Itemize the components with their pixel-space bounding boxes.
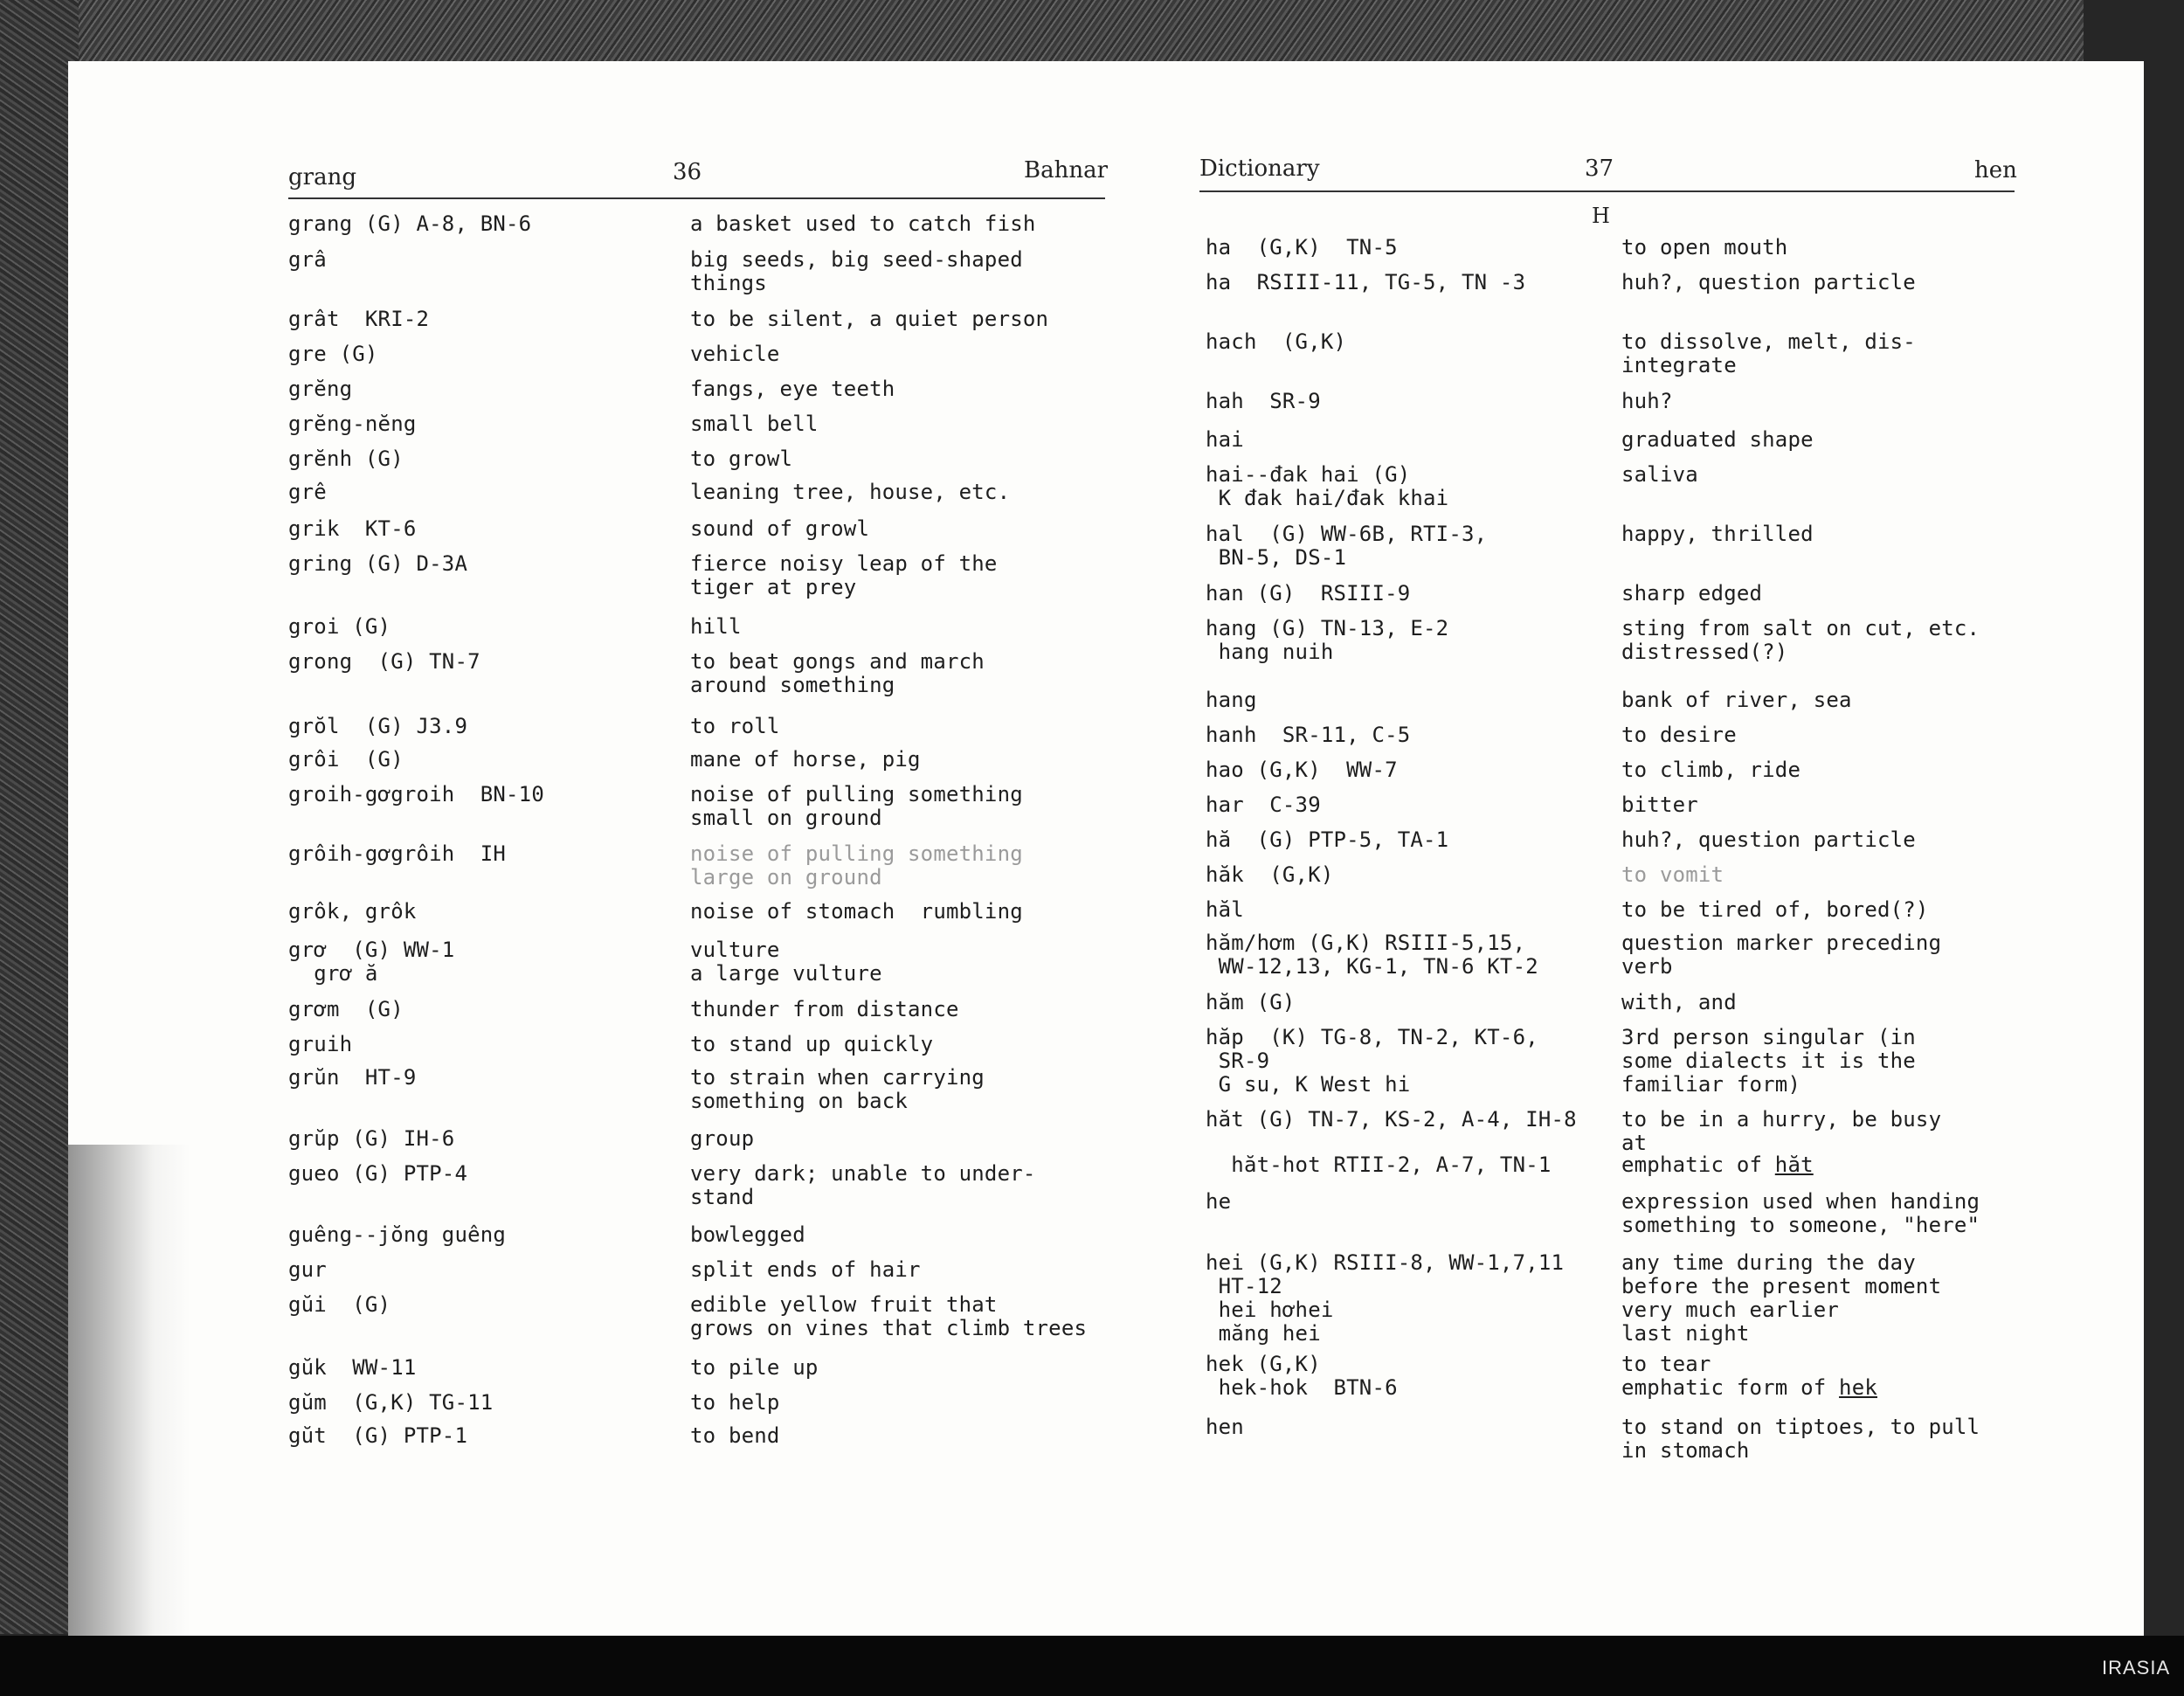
entry-definition bbox=[690, 552, 998, 599]
definition-text: to pile up bbox=[690, 1355, 819, 1380]
entry-definition bbox=[1621, 330, 1916, 377]
definition-text: to be silent, a quiet person bbox=[690, 307, 1049, 331]
entry-definition bbox=[690, 1293, 1087, 1340]
entry-definition bbox=[690, 650, 985, 697]
scan-border-top bbox=[0, 0, 2084, 66]
entry-definition bbox=[1621, 582, 1762, 606]
entry-headword: hang bbox=[1206, 688, 1257, 712]
definition-text: to climb, ride bbox=[1621, 758, 1801, 782]
cross-reference: hek bbox=[1839, 1375, 1877, 1400]
definition-text: a basket used to catch fish bbox=[690, 211, 1036, 236]
right-page-guide-word: hen bbox=[1974, 157, 2017, 183]
definition-text: to be in a hurry, be busy at bbox=[1621, 1107, 1942, 1155]
entry-definition bbox=[690, 248, 1023, 295]
entry-definition bbox=[1621, 991, 1737, 1014]
entry-headword: gueo (G) PTP-4 bbox=[288, 1161, 468, 1186]
definition-text: to bend bbox=[690, 1423, 780, 1448]
definition-text: to open mouth bbox=[1621, 235, 1788, 260]
entry-headword: gŭm (G,K) TG-11 bbox=[288, 1390, 494, 1415]
definition-text: graduated shape bbox=[1621, 427, 1814, 452]
entry-headword: hăt (G) TN-7, KS-2, A-4, IH-8 bbox=[1206, 1107, 1577, 1132]
entry-definition bbox=[1621, 723, 1737, 747]
entry-definition bbox=[1621, 428, 1814, 452]
entry-definition bbox=[690, 1258, 921, 1282]
left-page-title: Bahnar bbox=[1024, 157, 1109, 183]
entry-headword: grŭp (G) IH-6 bbox=[288, 1126, 455, 1151]
entry-headword: ha (G,K) TN-5 bbox=[1206, 235, 1398, 260]
definition-text: leaning tree, house, etc. bbox=[690, 480, 1011, 504]
entry-headword: gring (G) D-3A bbox=[288, 551, 468, 576]
definition-text: sound of growl bbox=[690, 516, 870, 541]
entry-definition bbox=[1621, 390, 1673, 413]
entry-definition bbox=[1621, 617, 1980, 664]
definition-text: happy, thrilled bbox=[1621, 522, 1814, 546]
entry-definition bbox=[1621, 828, 1916, 852]
definition-text: emphatic of bbox=[1621, 1153, 1775, 1177]
definition-text: to beat gongs and march around something bbox=[690, 649, 985, 697]
left-header-rule bbox=[288, 197, 1105, 199]
definition-text: saliva bbox=[1621, 462, 1698, 487]
entry-headword: grôih-gơgrôih IH bbox=[288, 841, 507, 866]
definition-text: huh?, question particle bbox=[1621, 827, 1916, 852]
cross-reference: hăt bbox=[1774, 1153, 1814, 1177]
entry-headword: hăm/hơm (G,K) RSIII-5,15, WW-12,13, KG-1, TN-6 KT-2 bbox=[1206, 931, 1538, 979]
entry-headword: hăk (G,K) bbox=[1206, 862, 1334, 887]
definition-text: bitter bbox=[1621, 793, 1698, 817]
definition-text: vulture a large vulture bbox=[690, 938, 882, 986]
entry-definition bbox=[1621, 863, 1724, 887]
entry-definition bbox=[1621, 236, 1787, 260]
definition-text: group bbox=[690, 1126, 755, 1151]
entry-headword: hă (G) PTP-5, TA-1 bbox=[1206, 827, 1449, 852]
right-page-number: 37 bbox=[1585, 156, 1614, 182]
definition-text: to be tired of, bored(?) bbox=[1621, 897, 1929, 922]
entry-headword: grĕng bbox=[288, 377, 353, 401]
entry-headword: hanh SR-11, C-5 bbox=[1206, 723, 1411, 747]
left-page-number: 36 bbox=[673, 159, 702, 185]
definition-text: bank of river, sea bbox=[1621, 688, 1852, 712]
definition-text: sharp edged bbox=[1621, 581, 1763, 606]
definition-text: to growl bbox=[690, 446, 793, 471]
watermark: IRASIA bbox=[2102, 1657, 2171, 1679]
entry-headword: grik KT-6 bbox=[288, 516, 417, 541]
definition-text: to dissolve, melt, dis- integrate bbox=[1621, 329, 1916, 377]
entry-headword: hei (G,K) RSIII-8, WW-1,7,11 HT-12 hei hơhei măng hei bbox=[1206, 1250, 1565, 1346]
entry-definition bbox=[1621, 1153, 1814, 1177]
entry-headword: groi (G) bbox=[288, 614, 391, 639]
definition-text: question marker preceding verb bbox=[1621, 931, 1942, 979]
entry-definition bbox=[690, 481, 1010, 504]
entry-headword: grât KRI-2 bbox=[288, 307, 430, 331]
definition-text: to stand up quickly bbox=[690, 1032, 934, 1056]
entry-headword: he bbox=[1206, 1189, 1232, 1214]
entry-headword: hah SR-9 bbox=[1206, 389, 1321, 413]
definition-text: expression used when handing something to someone, "here" bbox=[1621, 1189, 1980, 1237]
entry-headword: gŭk WW-11 bbox=[288, 1355, 417, 1380]
entry-headword: grâ bbox=[288, 247, 327, 272]
definition-text: noise of stomach rumbling bbox=[690, 899, 1023, 924]
entry-headword: grôk, grôk bbox=[288, 899, 417, 924]
section-letter: H bbox=[1592, 204, 1610, 228]
entry-headword: grôi (G) bbox=[288, 747, 404, 772]
definition-text: very dark; unable to under- stand bbox=[690, 1161, 1036, 1209]
entry-definition bbox=[690, 842, 1023, 890]
entry-headword: hang (G) TN-13, E-2 hang nuih bbox=[1206, 616, 1449, 664]
definition-text: fierce noisy leap of the tiger at prey bbox=[690, 551, 998, 599]
entry-definition bbox=[1621, 1190, 1980, 1237]
entry-definition bbox=[690, 1223, 805, 1247]
entry-definition bbox=[690, 1356, 819, 1380]
entry-definition bbox=[690, 212, 1036, 236]
entry-definition bbox=[690, 615, 742, 639]
entry-headword: hek (G,K) hek-hok BTN-6 bbox=[1206, 1352, 1398, 1400]
left-page-guide-word: grang bbox=[288, 164, 356, 190]
entry-headword: hal (G) WW-6B, RTI-3, BN-5, DS-1 bbox=[1206, 522, 1488, 570]
definition-text: bowlegged bbox=[690, 1222, 805, 1247]
entry-definition bbox=[1621, 793, 1698, 817]
entry-headword: gre (G) bbox=[288, 342, 378, 366]
entry-definition bbox=[1621, 523, 1814, 546]
entry-headword: guêng--jŏng guêng bbox=[288, 1222, 507, 1247]
entry-headword: gŭt (G) PTP-1 bbox=[288, 1423, 468, 1448]
entry-definition bbox=[690, 343, 780, 366]
entry-headword: grơm (G) bbox=[288, 997, 404, 1021]
entry-definition bbox=[1621, 1108, 1941, 1155]
entry-definition bbox=[690, 1162, 1036, 1209]
entry-headword: grơ (G) WW-1 grơ ă bbox=[288, 938, 455, 986]
entry-definition bbox=[1621, 689, 1852, 712]
entry-definition bbox=[690, 1391, 780, 1415]
definition-text: big seeds, big seed-shaped things bbox=[690, 247, 1023, 295]
entry-headword: groih-gơgroih BN-10 bbox=[288, 782, 544, 806]
definition-text: any time during the day before the present moment very much earlier last night bbox=[1621, 1250, 1942, 1346]
definition-text: noise of pulling something small on ground bbox=[690, 782, 1023, 830]
definition-text: fangs, eye teeth bbox=[690, 377, 895, 401]
entry-headword: hao (G,K) WW-7 bbox=[1206, 758, 1398, 782]
entry-definition bbox=[690, 938, 882, 986]
entry-definition bbox=[690, 1424, 780, 1448]
definition-text: sting from salt on cut, etc. distressed(?) bbox=[1621, 616, 1980, 664]
definition-text: to help bbox=[690, 1390, 780, 1415]
scan-border-left bbox=[0, 0, 79, 1634]
entry-definition bbox=[1621, 1353, 1877, 1400]
entry-headword: grong (G) TN-7 bbox=[288, 649, 480, 674]
entry-definition bbox=[690, 308, 1048, 331]
definition-text: small bell bbox=[690, 412, 819, 436]
definition-text: vehicle bbox=[690, 342, 780, 366]
entry-headword: grŭn HT-9 bbox=[288, 1065, 417, 1090]
definition-text: to stand on tiptoes, to pull in stomach bbox=[1621, 1415, 1980, 1463]
entry-headword: gruih bbox=[288, 1032, 353, 1056]
entry-definition bbox=[1621, 1026, 1916, 1097]
entry-definition bbox=[690, 715, 780, 738]
definition-text: split ends of hair bbox=[690, 1257, 921, 1282]
entry-definition bbox=[1621, 898, 1929, 922]
entry-definition bbox=[690, 1127, 754, 1151]
entry-definition bbox=[690, 447, 792, 471]
entry-definition bbox=[690, 900, 1023, 924]
entry-headword: hach (G,K) bbox=[1206, 329, 1347, 354]
definition-text: to strain when carrying something on back bbox=[690, 1065, 985, 1113]
entry-definition bbox=[1621, 758, 1800, 782]
entry-headword: hăm (G) bbox=[1206, 990, 1296, 1014]
entry-definition bbox=[690, 1033, 933, 1056]
definition-text: huh? bbox=[1621, 389, 1673, 413]
entry-definition bbox=[690, 783, 1023, 830]
entry-definition bbox=[1621, 931, 1941, 979]
entry-headword: hăt-hot RTII-2, A-7, TN-1 bbox=[1206, 1153, 1552, 1177]
entry-headword: grĕng-nĕng bbox=[288, 412, 417, 436]
definition-text: to desire bbox=[1621, 723, 1737, 747]
entry-headword: han (G) RSIII-9 bbox=[1206, 581, 1411, 606]
definition-text: to tear emphatic form of bbox=[1621, 1352, 1827, 1400]
definition-text: to vomit bbox=[1621, 862, 1724, 887]
definition-text: thunder from distance bbox=[690, 997, 959, 1021]
entry-headword: grĕnh (G) bbox=[288, 446, 404, 471]
entry-headword: hai bbox=[1206, 427, 1244, 452]
entry-definition bbox=[690, 517, 869, 541]
entry-headword: hăp (K) TG-8, TN-2, KT-6, SR-9 G su, K West hi bbox=[1206, 1025, 1538, 1097]
bottom-bar bbox=[0, 1636, 2184, 1696]
entry-headword: hai--đak hai (G) K đak hai/đak khai bbox=[1206, 462, 1449, 510]
entry-headword: hăl bbox=[1206, 897, 1244, 922]
definition-text: to roll bbox=[690, 714, 780, 738]
definition-text: 3rd person singular (in some dialects it is the familiar form) bbox=[1621, 1025, 1916, 1097]
entry-definition bbox=[690, 748, 921, 772]
right-header-rule bbox=[1199, 190, 2015, 192]
entry-headword: har C-39 bbox=[1206, 793, 1321, 817]
definition-text: hill bbox=[690, 614, 742, 639]
entry-headword: grang (G) A-8, BN-6 bbox=[288, 211, 532, 236]
definition-text: huh?, question particle bbox=[1621, 270, 1916, 294]
entry-headword: grê bbox=[288, 480, 327, 504]
page-edge-shadow bbox=[68, 1145, 190, 1636]
entry-headword: grŏl (G) J3.9 bbox=[288, 714, 468, 738]
entry-definition bbox=[1621, 463, 1698, 487]
entry-headword: hen bbox=[1206, 1415, 1244, 1439]
definition-text: noise of pulling something large on ground bbox=[690, 841, 1023, 890]
entry-definition bbox=[690, 1066, 985, 1113]
entry-headword: gŭi (G) bbox=[288, 1292, 391, 1317]
definition-text: edible yellow fruit that grows on vines that climb trees bbox=[690, 1292, 1088, 1340]
definition-text: with, and bbox=[1621, 990, 1737, 1014]
entry-definition bbox=[690, 377, 895, 401]
entry-definition bbox=[1621, 271, 1916, 294]
entry-headword: gur bbox=[288, 1257, 327, 1282]
right-page-title: Dictionary bbox=[1199, 156, 1320, 182]
entry-definition bbox=[1621, 1416, 1980, 1463]
entry-headword: ha RSIII-11, TG-5, TN -3 bbox=[1206, 270, 1526, 294]
entry-definition bbox=[690, 998, 959, 1021]
definition-text: mane of horse, pig bbox=[690, 747, 921, 772]
entry-definition bbox=[1621, 1251, 1941, 1346]
entry-definition bbox=[690, 412, 819, 436]
